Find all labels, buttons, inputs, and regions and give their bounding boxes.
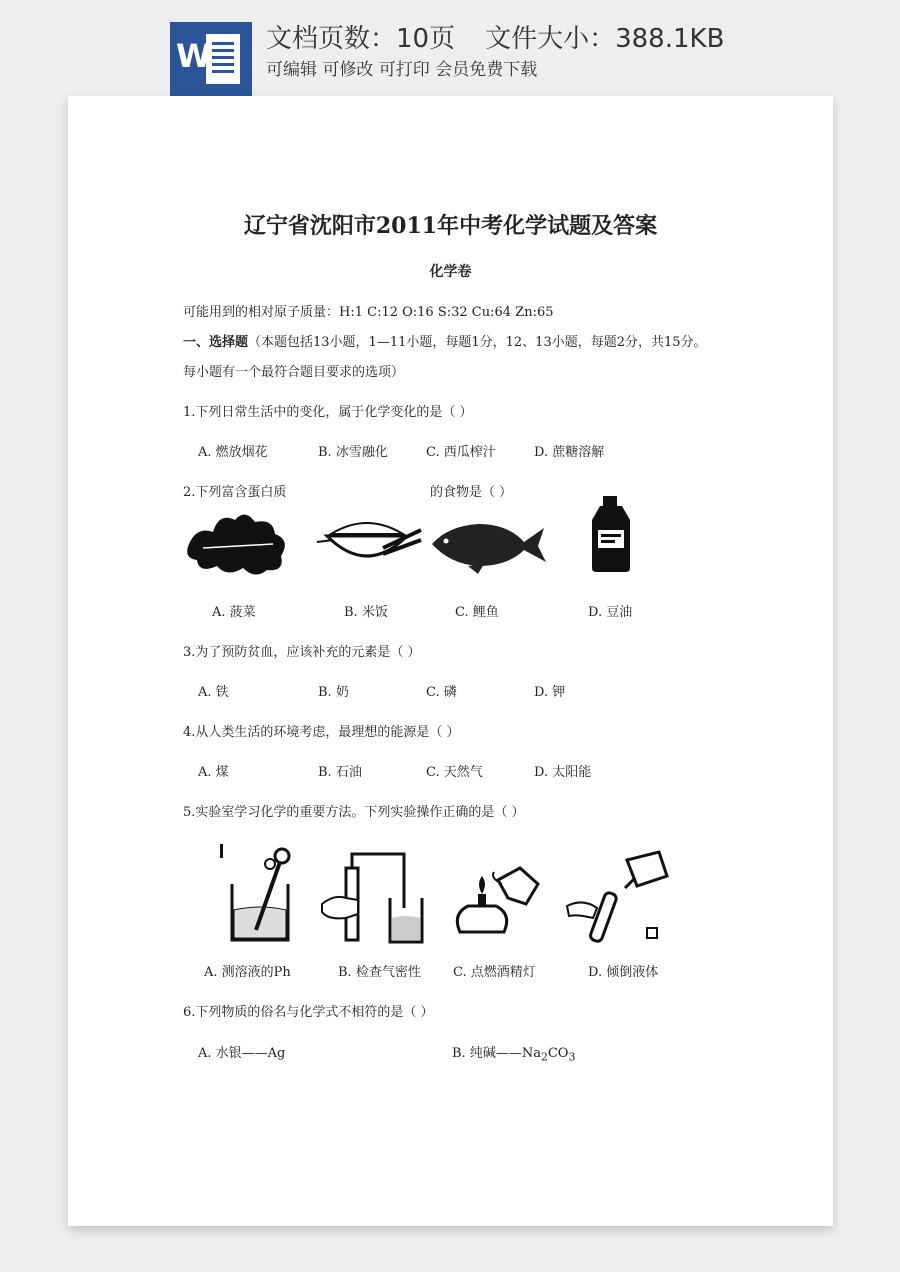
section-desc: （本题包括13小题，1—11小题，每题1分，12、13小题，每题2分，共15分。 bbox=[248, 335, 707, 350]
q6-sub-1: 2 bbox=[540, 1050, 548, 1064]
soybean-oil-bottle-image bbox=[586, 494, 636, 574]
q6-sub-2: 3 bbox=[568, 1050, 576, 1064]
q2-option-d: D. 豆油 bbox=[588, 605, 633, 620]
word-document-icon bbox=[170, 22, 252, 96]
q5-option-b: B. 检查气密性 bbox=[338, 965, 421, 980]
q1-option-d: D. 蔗糖溶解 bbox=[534, 445, 605, 460]
download-header bbox=[0, 0, 900, 96]
file-info bbox=[266, 18, 754, 55]
section-title: 一、选择题 bbox=[183, 335, 249, 350]
file-size: 文件大小：388.1KB bbox=[485, 24, 725, 54]
document-page bbox=[68, 96, 833, 1226]
feature-list: 可编辑 可修改 可打印 会员免费下载 bbox=[266, 60, 538, 80]
q4-option-d: D. 太阳能 bbox=[534, 765, 592, 780]
q1-option-c: C. 西瓜榨汁 bbox=[426, 445, 496, 460]
word-letter: W bbox=[176, 37, 212, 75]
atomic-masses: 可能用到的相对原子质量：H:1 C:12 O:16 S:32 Cu:64 Zn:65 bbox=[183, 305, 554, 320]
q5-option-d: D. 倾倒液体 bbox=[588, 965, 659, 980]
q1-option-a: A. 燃放烟花 bbox=[198, 445, 268, 460]
question-1: 1.下列日常生活中的变化，属于化学变化的是（ ） bbox=[183, 405, 473, 420]
question-6: 6.下列物质的俗名与化学式不相符的是（ ） bbox=[183, 1005, 434, 1020]
question-2-a: 2.下列富含蛋白质 bbox=[183, 485, 287, 500]
q2-option-a: A. 菠菜 bbox=[212, 605, 256, 620]
q4-option-c: C. 天然气 bbox=[426, 765, 483, 780]
document-title: 辽宁省沈阳市2011年中考化学试题及答案 bbox=[243, 213, 658, 239]
q3-option-c: C. 磷 bbox=[426, 685, 457, 700]
q4-option-a: A. 煤 bbox=[198, 765, 229, 780]
carp-image bbox=[428, 514, 548, 574]
q5-option-c: C. 点燃酒精灯 bbox=[453, 965, 536, 980]
q5-option-a: A. 测溶液的Ph bbox=[204, 965, 291, 980]
q6-option-b bbox=[452, 1042, 575, 1064]
q4-option-b: B. 石油 bbox=[318, 765, 362, 780]
q2-option-b: B. 米饭 bbox=[344, 605, 388, 620]
section-heading bbox=[183, 331, 707, 350]
airtightness-check-image bbox=[318, 848, 428, 944]
question-5: 5.实验室学习化学的重要方法。下列实验操作正确的是（ ） bbox=[183, 805, 525, 820]
question-2-b: 的食物是（ ） bbox=[430, 485, 513, 500]
q3-option-a: A. 铁 bbox=[198, 685, 229, 700]
q6-option-b-mid: CO bbox=[547, 1046, 569, 1061]
document-subtitle: 化学卷 bbox=[429, 264, 472, 280]
q6-option-b-text: B. 纯碱——Na bbox=[452, 1046, 541, 1061]
page-count: 文档页数：10页 bbox=[266, 24, 456, 54]
pour-liquid-image bbox=[563, 848, 673, 948]
ph-test-image bbox=[218, 844, 308, 944]
q1-option-b: B. 冰雪融化 bbox=[318, 445, 388, 460]
spinach-image bbox=[183, 504, 293, 580]
section-desc-2: 每小题有一个最符合题目要求的选项） bbox=[183, 365, 405, 380]
q6-option-a: A. 水银——Ag bbox=[198, 1046, 286, 1061]
q3-option-b: B. 奶 bbox=[318, 685, 349, 700]
question-3: 3.为了预防贫血，应该补充的元素是（ ） bbox=[183, 645, 421, 660]
question-4: 4.从人类生活的环境考虑，最理想的能源是（ ） bbox=[183, 725, 460, 740]
alcohol-lamp-image bbox=[438, 854, 548, 944]
rice-bowl-image bbox=[313, 506, 423, 576]
q3-option-d: D. 钾 bbox=[534, 685, 566, 700]
q2-option-c: C. 鲤鱼 bbox=[455, 605, 499, 620]
